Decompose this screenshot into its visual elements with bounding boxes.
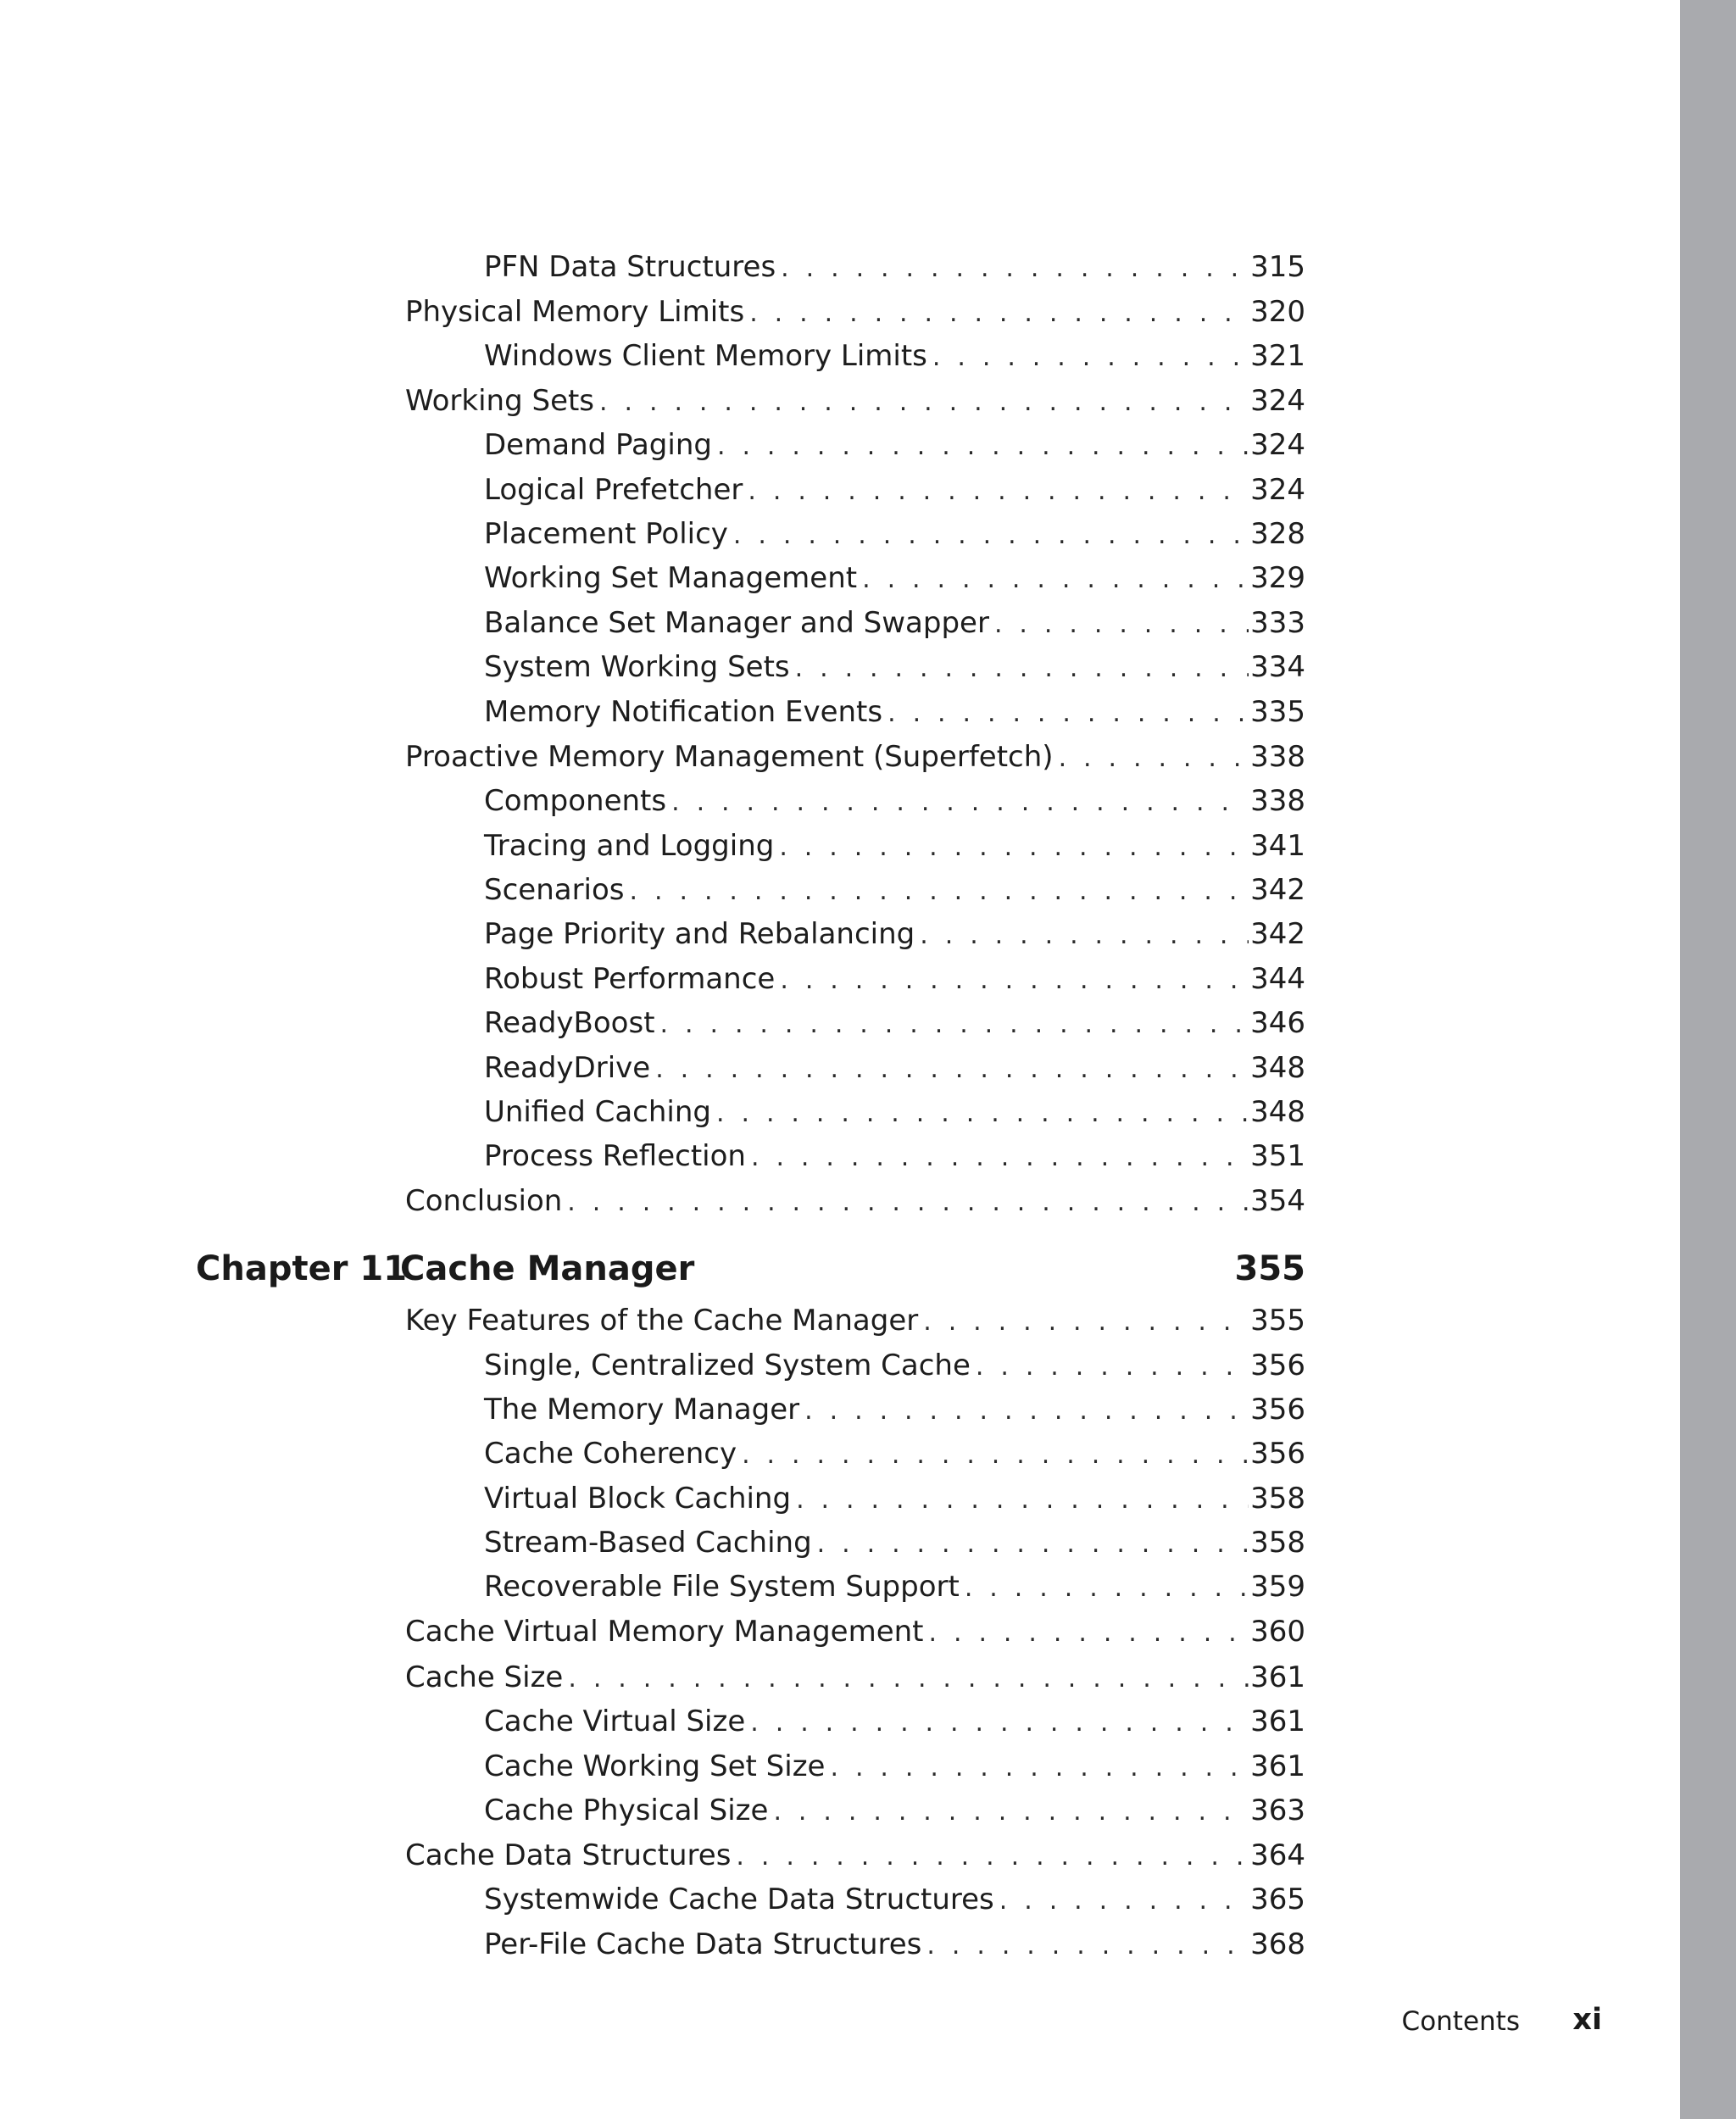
toc-entry-page: 363 <box>1250 1794 1305 1827</box>
toc-entry-page: 324 <box>1250 428 1305 462</box>
toc-entry-title: ReadyDrive <box>484 1051 651 1085</box>
toc-entry-title: Cache Size <box>405 1660 564 1694</box>
toc-entry[interactable] <box>484 335 1305 377</box>
toc-entry[interactable] <box>484 1700 1305 1743</box>
toc-entry[interactable] <box>484 1477 1305 1520</box>
toc-entry[interactable] <box>484 246 1305 288</box>
dot-leader <box>736 1836 1249 1878</box>
toc-entry-title: Proactive Memory Management (Superfetch) <box>405 740 1054 774</box>
toc-entry[interactable] <box>484 1521 1305 1564</box>
toc-entry-title: Page Priority and Rebalancing <box>484 917 915 951</box>
toc-entry[interactable] <box>484 1923 1305 1966</box>
toc-entry[interactable] <box>484 1745 1305 1788</box>
toc-entry[interactable] <box>405 736 1305 778</box>
dot-leader <box>660 1004 1249 1046</box>
toc-entry-title: Robust Performance <box>484 962 776 996</box>
dot-leader <box>748 470 1249 513</box>
toc-entry-page: 361 <box>1250 1660 1305 1694</box>
dot-leader <box>862 559 1249 601</box>
toc-entry-page: 355 <box>1250 1304 1305 1338</box>
toc-entry-page: 356 <box>1250 1437 1305 1471</box>
toc-entry[interactable] <box>484 869 1305 911</box>
toc-entry-page: 324 <box>1250 384 1305 418</box>
dot-leader <box>568 1658 1249 1700</box>
toc-entry-title: Tracing and Logging <box>484 829 775 863</box>
side-band <box>1680 0 1736 2119</box>
dot-leader <box>779 826 1249 869</box>
toc-entry-title: Process Reflection <box>484 1139 746 1173</box>
toc-entry[interactable] <box>484 602 1305 644</box>
toc-entry-page: 360 <box>1250 1615 1305 1649</box>
toc-entry-title: Demand Paging <box>484 428 712 462</box>
dot-leader <box>965 1567 1249 1610</box>
toc-entry[interactable] <box>484 557 1305 599</box>
toc-entry-title: Cache Physical Size <box>484 1794 769 1827</box>
toc-entry-page: 338 <box>1250 740 1305 774</box>
dot-leader <box>887 692 1249 735</box>
dot-leader <box>733 514 1249 557</box>
toc-entry[interactable] <box>484 1432 1305 1475</box>
chapter-title: Cache Manager <box>400 1249 695 1288</box>
toc-entry-page: 359 <box>1250 1570 1305 1604</box>
dot-leader <box>1059 737 1249 780</box>
toc-entry-title: Cache Virtual Memory Management <box>405 1615 924 1649</box>
dot-leader <box>920 915 1249 957</box>
toc-entry[interactable] <box>484 780 1305 822</box>
toc-entry-title: Placement Policy <box>484 517 728 551</box>
toc-entry-title: Windows Client Memory Limits <box>484 339 927 373</box>
dot-leader <box>773 1791 1249 1833</box>
footer-section-label: Contents <box>1401 2006 1520 2037</box>
toc-entry[interactable] <box>484 1878 1305 1921</box>
toc-entry[interactable] <box>484 1091 1305 1133</box>
toc-entry-page: 334 <box>1250 650 1305 684</box>
toc-entry-page: 344 <box>1250 962 1305 996</box>
toc-entry-title: The Memory Manager <box>484 1393 800 1427</box>
toc-entry-page: 342 <box>1250 873 1305 907</box>
toc-entry[interactable] <box>405 1656 1305 1699</box>
toc-entry-title: Working Sets <box>405 384 595 418</box>
toc-entry-title: Physical Memory Limits <box>405 295 745 329</box>
toc-entry[interactable] <box>405 1834 1305 1877</box>
toc-entry[interactable] <box>484 691 1305 733</box>
toc-entry-page: 358 <box>1250 1482 1305 1516</box>
toc-entry[interactable] <box>484 958 1305 1000</box>
toc-entry-page: 315 <box>1250 250 1305 284</box>
toc-entry-page: 341 <box>1250 829 1305 863</box>
toc-entry-page: 365 <box>1250 1883 1305 1916</box>
dot-leader <box>804 1390 1249 1432</box>
footer-page-number: xi <box>1572 2003 1602 2037</box>
chapter-heading[interactable] <box>196 1245 1305 1293</box>
toc-entry-title: Cache Virtual Size <box>484 1705 746 1738</box>
toc-entry[interactable] <box>405 1299 1305 1342</box>
toc-entry-title: Components <box>484 784 667 818</box>
toc-entry-title: Logical Prefetcher <box>484 473 743 507</box>
toc-entry-title: PFN Data Structures <box>484 250 776 284</box>
chapter-page: 355 <box>1234 1249 1305 1288</box>
toc-entry-title: Single, Centralized System Cache <box>484 1349 971 1382</box>
dot-leader <box>929 1612 1249 1655</box>
toc-entry[interactable] <box>484 1388 1305 1431</box>
toc-entry-title: Recoverable File System Support <box>484 1570 960 1604</box>
toc-entry[interactable] <box>484 469 1305 511</box>
dot-leader <box>999 1880 1249 1922</box>
toc-entry-title: Virtual Block Caching <box>484 1482 792 1516</box>
dot-leader <box>796 1479 1249 1521</box>
toc-entry-page: 348 <box>1250 1095 1305 1129</box>
dot-leader <box>781 247 1249 290</box>
toc-entry-page: 351 <box>1250 1139 1305 1173</box>
toc-entry[interactable] <box>405 1180 1305 1222</box>
dot-leader <box>716 1093 1249 1135</box>
toc-entry[interactable] <box>484 646 1305 688</box>
dot-leader <box>671 781 1249 824</box>
toc-entry-page: 364 <box>1250 1838 1305 1872</box>
toc-entry-title: Cache Coherency <box>484 1437 737 1471</box>
toc-entry[interactable] <box>484 1344 1305 1387</box>
toc-entry-page: 358 <box>1250 1526 1305 1560</box>
toc-entry-page: 346 <box>1250 1006 1305 1040</box>
toc-entry[interactable] <box>484 424 1305 466</box>
dot-leader <box>976 1346 1249 1388</box>
dot-leader <box>994 603 1249 646</box>
toc-entry[interactable] <box>405 291 1305 333</box>
toc-entry-title: Memory Notification Events <box>484 695 883 729</box>
toc-entry-title: Key Features of the Cache Manager <box>405 1304 919 1338</box>
dot-leader <box>742 1434 1249 1477</box>
dot-leader <box>599 381 1249 424</box>
toc-entry-page: 356 <box>1250 1349 1305 1382</box>
toc-entry[interactable] <box>484 913 1305 955</box>
toc-entry-title: Balance Set Manager and Swapper <box>484 606 989 640</box>
dot-leader <box>932 336 1249 379</box>
toc-entry-title: System Working Sets <box>484 650 790 684</box>
chapter-label: Chapter 11 <box>196 1249 408 1288</box>
dot-leader <box>795 648 1249 690</box>
dot-leader <box>567 1182 1249 1224</box>
dot-leader <box>717 425 1249 468</box>
toc-entry-title: Scenarios <box>484 873 625 907</box>
dot-leader <box>830 1747 1249 1789</box>
toc-entry-page: 335 <box>1250 695 1305 729</box>
toc-entry-page: 361 <box>1250 1705 1305 1738</box>
toc-entry[interactable] <box>484 1566 1305 1608</box>
toc-entry[interactable] <box>484 1789 1305 1832</box>
toc-entry-page: 368 <box>1250 1927 1305 1961</box>
toc-entry-title: Cache Data Structures <box>405 1838 732 1872</box>
toc-entry[interactable] <box>484 1002 1305 1044</box>
toc-entry-page: 354 <box>1250 1184 1305 1218</box>
toc-entry-page: 320 <box>1250 295 1305 329</box>
dot-leader <box>751 1137 1249 1179</box>
toc-entry-page: 324 <box>1250 473 1305 507</box>
toc-entry-page: 348 <box>1250 1051 1305 1085</box>
toc-entry-title: ReadyBoost <box>484 1006 655 1040</box>
dot-leader <box>630 870 1249 913</box>
toc-entry-title: Unified Caching <box>484 1095 711 1129</box>
toc-entry-page: 321 <box>1250 339 1305 373</box>
toc-entry-page: 342 <box>1250 917 1305 951</box>
dot-leader <box>923 1301 1249 1343</box>
toc-entry[interactable] <box>405 380 1305 422</box>
dot-leader <box>750 1702 1249 1744</box>
toc-entry-page: 328 <box>1250 517 1305 551</box>
toc-entry-title: Working Set Management <box>484 561 858 595</box>
toc-entry-page: 333 <box>1250 606 1305 640</box>
dot-leader <box>655 1048 1249 1091</box>
toc-entry[interactable] <box>484 825 1305 867</box>
toc-entry-title: Stream-Based Caching <box>484 1526 812 1560</box>
toc-entry-page: 338 <box>1250 784 1305 818</box>
toc-entry[interactable] <box>484 513 1305 555</box>
toc-entry-page: 329 <box>1250 561 1305 595</box>
toc-entry-title: Per-File Cache Data Structures <box>484 1927 922 1961</box>
toc-entry-title: Conclusion <box>405 1184 563 1218</box>
dot-leader <box>780 959 1249 1002</box>
toc-entry[interactable] <box>484 1135 1305 1177</box>
toc-entry[interactable] <box>405 1610 1305 1653</box>
toc-entry-page: 361 <box>1250 1749 1305 1783</box>
toc-entry[interactable] <box>484 1047 1305 1089</box>
toc-entry-title: Systemwide Cache Data Structures <box>484 1883 994 1916</box>
toc-entry-title: Cache Working Set Size <box>484 1749 826 1783</box>
dot-leader <box>926 1925 1249 1967</box>
dot-leader <box>749 292 1249 335</box>
toc-entry-page: 356 <box>1250 1393 1305 1427</box>
dot-leader <box>817 1523 1249 1566</box>
